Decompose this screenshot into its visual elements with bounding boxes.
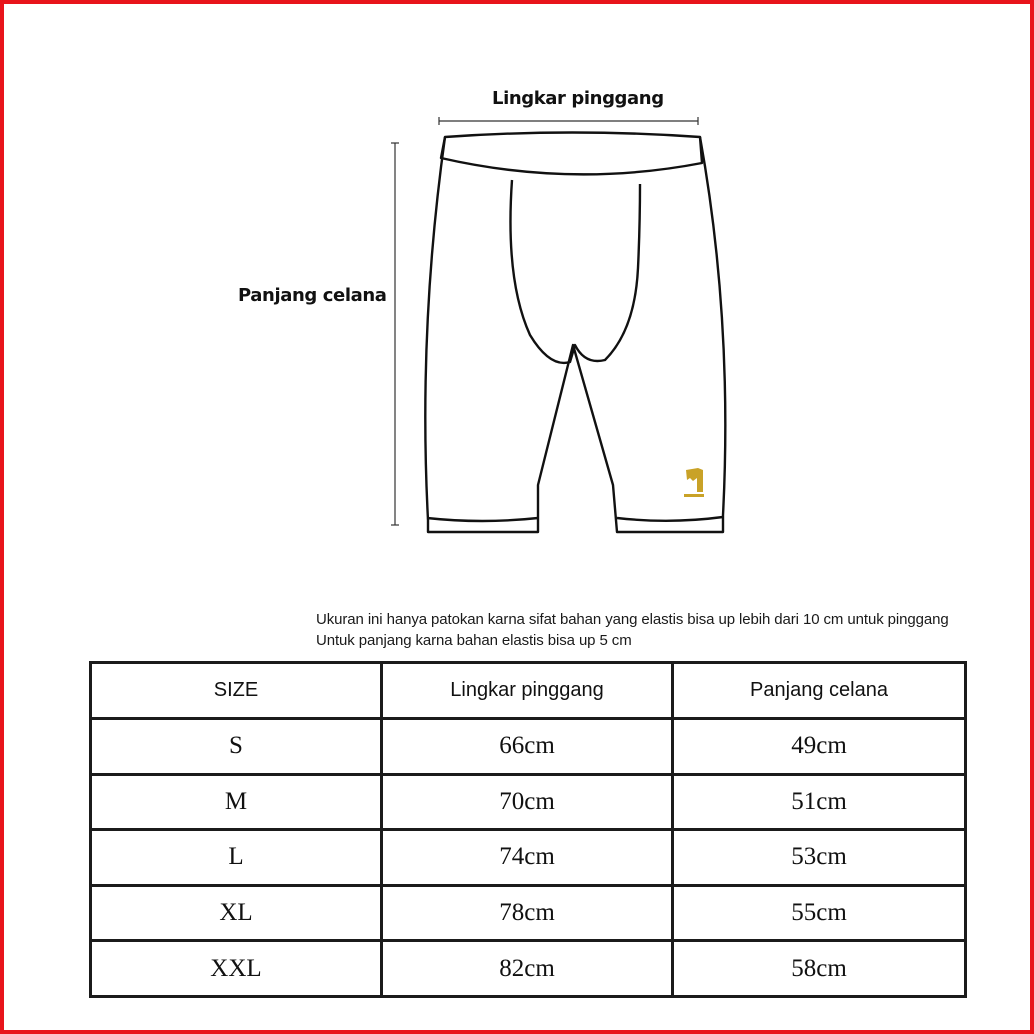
size-table <box>89 661 967 998</box>
waist-measure-line <box>439 117 698 125</box>
length-cell: 58cm <box>673 941 966 997</box>
waist-cell: 78cm <box>382 885 673 941</box>
size-note: Ukuran ini hanya patokan karna sifat bahan yang elastis bisa up lebih dari 10 cm untuk pinggang <box>316 611 949 628</box>
table-row <box>91 941 966 997</box>
size-cell: S <box>91 719 382 775</box>
header-waist: Lingkar pinggang <box>382 663 673 719</box>
table-row <box>91 830 966 886</box>
header-size: SIZE <box>91 663 382 719</box>
table-row <box>91 885 966 941</box>
size-cell: XL <box>91 885 382 941</box>
table-row <box>91 774 966 830</box>
waist-label: Lingkar pinggang <box>492 88 664 109</box>
waist-cell: 66cm <box>382 719 673 775</box>
waist-cell: 70cm <box>382 774 673 830</box>
length-cell: 55cm <box>673 885 966 941</box>
shorts-outline <box>425 133 725 533</box>
length-cell: 49cm <box>673 719 966 775</box>
size-cell: L <box>91 830 382 886</box>
length-measure-line <box>391 143 399 525</box>
length-cell: 51cm <box>673 774 966 830</box>
length-label: Panjang celana <box>238 285 387 306</box>
waist-cell: 82cm <box>382 941 673 997</box>
length-cell: 53cm <box>673 830 966 886</box>
brand-logo-icon <box>684 468 704 497</box>
size-note: Untuk panjang karna bahan elastis bisa up 5 cm <box>316 632 632 649</box>
waist-cell: 74cm <box>382 830 673 886</box>
table-row <box>91 719 966 775</box>
size-cell: XXL <box>91 941 382 997</box>
header-length: Panjang celana <box>673 663 966 719</box>
table-header-row <box>91 663 966 719</box>
size-cell: M <box>91 774 382 830</box>
